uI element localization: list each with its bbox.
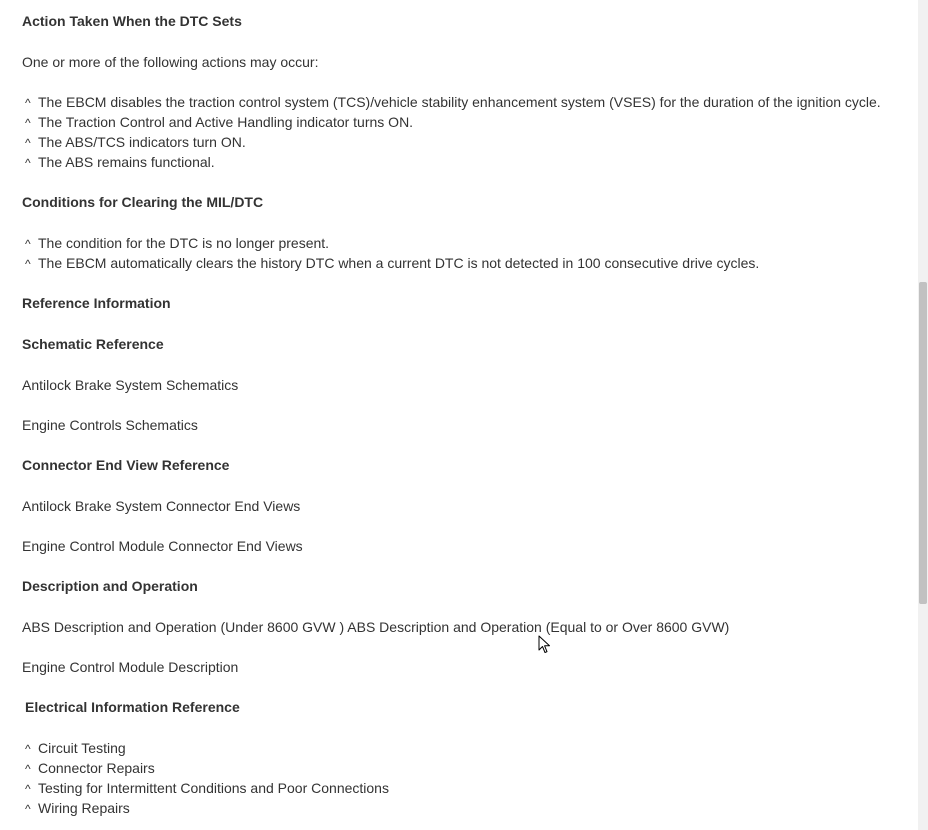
reference-heading: Reference Information — [22, 295, 171, 311]
circuit-testing-link[interactable]: Circuit Testing — [38, 740, 126, 756]
connector-repairs-link[interactable]: Connector Repairs — [38, 760, 155, 776]
bullet-icon: ^ — [25, 96, 31, 110]
mouse-pointer-icon — [538, 635, 552, 655]
action-item-text: The ABS remains functional. — [38, 154, 215, 170]
bullet-icon: ^ — [25, 156, 31, 170]
action-item — [25, 132, 246, 152]
bullet-icon: ^ — [25, 136, 31, 150]
electrical-item[interactable] — [25, 758, 155, 778]
engine-controls-schematics-link[interactable]: Engine Controls Schematics — [22, 417, 198, 433]
clearing-item — [25, 233, 329, 253]
schematic-heading: Schematic Reference — [22, 336, 164, 352]
action-intro: One or more of the following actions may occur: — [22, 54, 319, 70]
connector-heading: Connector End View Reference — [22, 457, 230, 473]
abs-connector-end-views-link[interactable]: Antilock Brake System Connector End Views — [22, 498, 301, 514]
abs-description-link[interactable]: ABS Description and Operation (Under 8600 GVW ) ABS Description and Operation (Equal to or Over 8600 GVW) — [22, 619, 730, 635]
clearing-item-text: The condition for the DTC is no longer present. — [38, 235, 330, 251]
vertical-scrollbar[interactable] — [918, 0, 928, 830]
electrical-heading: Electrical Information Reference — [25, 699, 240, 715]
action-item-text: The ABS/TCS indicators turn ON. — [38, 134, 246, 150]
clearing-item — [25, 253, 759, 273]
electrical-item[interactable] — [25, 738, 126, 758]
abs-schematics-link[interactable]: Antilock Brake System Schematics — [22, 377, 239, 393]
description-heading: Description and Operation — [22, 578, 198, 594]
bullet-icon: ^ — [25, 116, 31, 130]
bullet-icon: ^ — [25, 802, 31, 816]
electrical-item[interactable] — [25, 778, 389, 798]
clearing-item-text: The EBCM automatically clears the history DTC when a current DTC is not detected in 100 consecutive drive cycles. — [38, 255, 760, 271]
wiring-repairs-link[interactable]: Wiring Repairs — [38, 800, 130, 816]
bullet-icon: ^ — [25, 237, 31, 251]
ecm-connector-end-views-link[interactable]: Engine Control Module Connector End Views — [22, 538, 303, 554]
ecm-description-link[interactable]: Engine Control Module Description — [22, 659, 239, 675]
action-item — [25, 92, 881, 112]
action-item-text: The EBCM disables the traction control system (TCS)/vehicle stability enhancement system (VSES) for the duration of the ignition cycle. — [38, 94, 881, 110]
scrollbar-thumb[interactable] — [919, 282, 927, 604]
bullet-icon: ^ — [25, 782, 31, 796]
action-item — [25, 152, 215, 172]
clearing-heading: Conditions for Clearing the MIL/DTC — [22, 194, 264, 210]
bullet-icon: ^ — [25, 762, 31, 776]
intermittent-conditions-link[interactable]: Testing for Intermittent Conditions and Poor Connections — [38, 780, 389, 796]
action-heading: Action Taken When the DTC Sets — [22, 13, 242, 29]
bullet-icon: ^ — [25, 257, 31, 271]
action-item-text: The Traction Control and Active Handling indicator turns ON. — [38, 114, 414, 130]
electrical-item[interactable] — [25, 798, 130, 818]
action-item — [25, 112, 413, 132]
bullet-icon: ^ — [25, 742, 31, 756]
